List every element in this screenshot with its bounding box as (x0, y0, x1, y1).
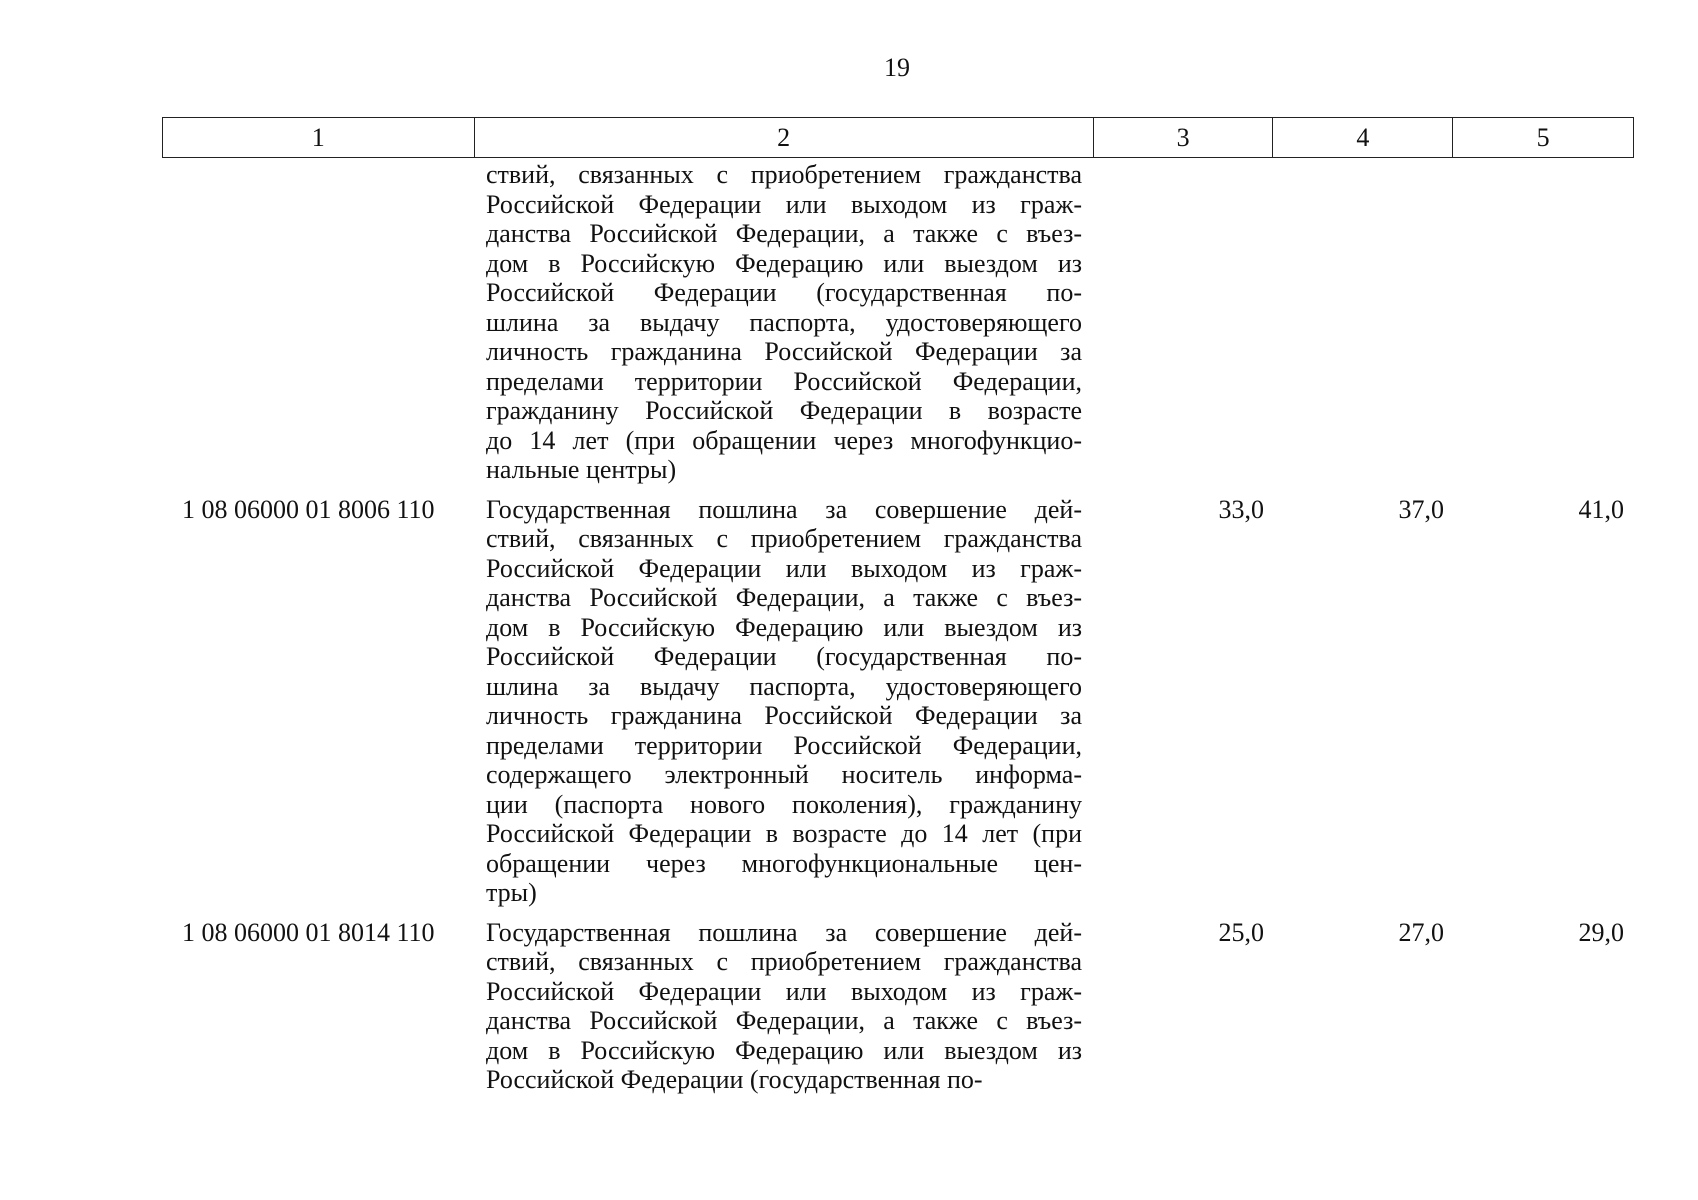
table-row (162, 495, 1634, 908)
table-row (162, 918, 1634, 1095)
description-line: тры) (486, 878, 537, 907)
header-col-5: 5 (1536, 122, 1550, 152)
table-row (162, 160, 1634, 485)
header-col-3: 3 (1094, 118, 1274, 157)
description-line: ции (паспорта нового поколения), гражданину (486, 789, 1082, 819)
description-line: личность гражданина Российской Федерации за (486, 337, 1082, 366)
value-col-4: 37,0 (1398, 494, 1444, 524)
description-line: Российской Федерации или выходом из граж- (486, 189, 1082, 219)
value-col-3: 25,0 (1218, 917, 1264, 947)
description-line: гражданину Российской Федерации в возрасте (486, 396, 1082, 425)
description-line: Российской Федерации (государственная по- (486, 278, 1082, 307)
description-line: данства Российской Федерации, а также с въез- (486, 583, 1082, 612)
description-line: дом в Российскую Федерацию или выездом из (486, 1035, 1082, 1065)
description-line: Российской Федерации (государственная по- (486, 1065, 983, 1094)
row-description (474, 160, 1094, 485)
budget-code: 1 08 06000 01 8014 110 (182, 917, 435, 947)
header-col-4: 4 (1273, 118, 1453, 157)
description-line: до 14 лет (при обращении через многофункцио- (486, 425, 1082, 455)
value-col-3 (1094, 160, 1274, 485)
description-line: данства Российской Федерации, а также с въез- (486, 219, 1082, 248)
description-line: шлина за выдачу паспорта, удостоверяющего (486, 307, 1082, 337)
description-line: Государственная пошлина за совершение дей- (486, 494, 1082, 524)
description-line: Российской Федерации или выходом из граж- (486, 553, 1082, 583)
value-col-4 (1274, 160, 1454, 485)
description-line: дом в Российскую Федерацию или выездом из (486, 248, 1082, 278)
header-col-1: 1 (163, 118, 475, 157)
value-col-5: 41,0 (1578, 494, 1624, 524)
description-line: личность гражданина Российской Федерации за (486, 701, 1082, 730)
description-line: содержащего электронный носитель информа- (486, 760, 1082, 789)
description-line: ствий, связанных с приобретением гражданства (486, 160, 1082, 189)
value-col-4: 27,0 (1398, 917, 1444, 947)
row-description (474, 918, 1094, 1095)
value-col-5 (1454, 160, 1634, 485)
table-body (162, 160, 1634, 1105)
description-line: пределами территории Российской Федерации, (486, 366, 1082, 396)
header-col-2: 2 (475, 118, 1094, 157)
value-col-5: 29,0 (1578, 917, 1624, 947)
description-line: Государственная пошлина за совершение дей- (486, 917, 1082, 947)
description-line: ствий, связанных с приобретением гражданства (486, 947, 1082, 976)
budget-code (162, 160, 474, 485)
description-line: шлина за выдачу паспорта, удостоверяющего (486, 671, 1082, 701)
value-col-3: 33,0 (1218, 494, 1264, 524)
description-line: данства Российской Федерации, а также с въез- (486, 1006, 1082, 1035)
budget-code: 1 08 06000 01 8006 110 (182, 494, 435, 524)
description-line: Российской Федерации или выходом из граж- (486, 976, 1082, 1006)
row-description (474, 495, 1094, 908)
description-line: обращении через многофункциональные цен- (486, 848, 1082, 878)
description-line: Российской Федерации (государственная по- (486, 642, 1082, 671)
description-line: нальные центры) (486, 455, 677, 484)
description-line: пределами территории Российской Федерации, (486, 730, 1082, 760)
description-line: ствий, связанных с приобретением гражданства (486, 524, 1082, 553)
page-number: 19 (884, 53, 910, 82)
table-header (162, 117, 1634, 158)
description-line: дом в Российскую Федерацию или выездом из (486, 612, 1082, 642)
description-line: Российской Федерации в возрасте до 14 лет (при (486, 819, 1082, 848)
